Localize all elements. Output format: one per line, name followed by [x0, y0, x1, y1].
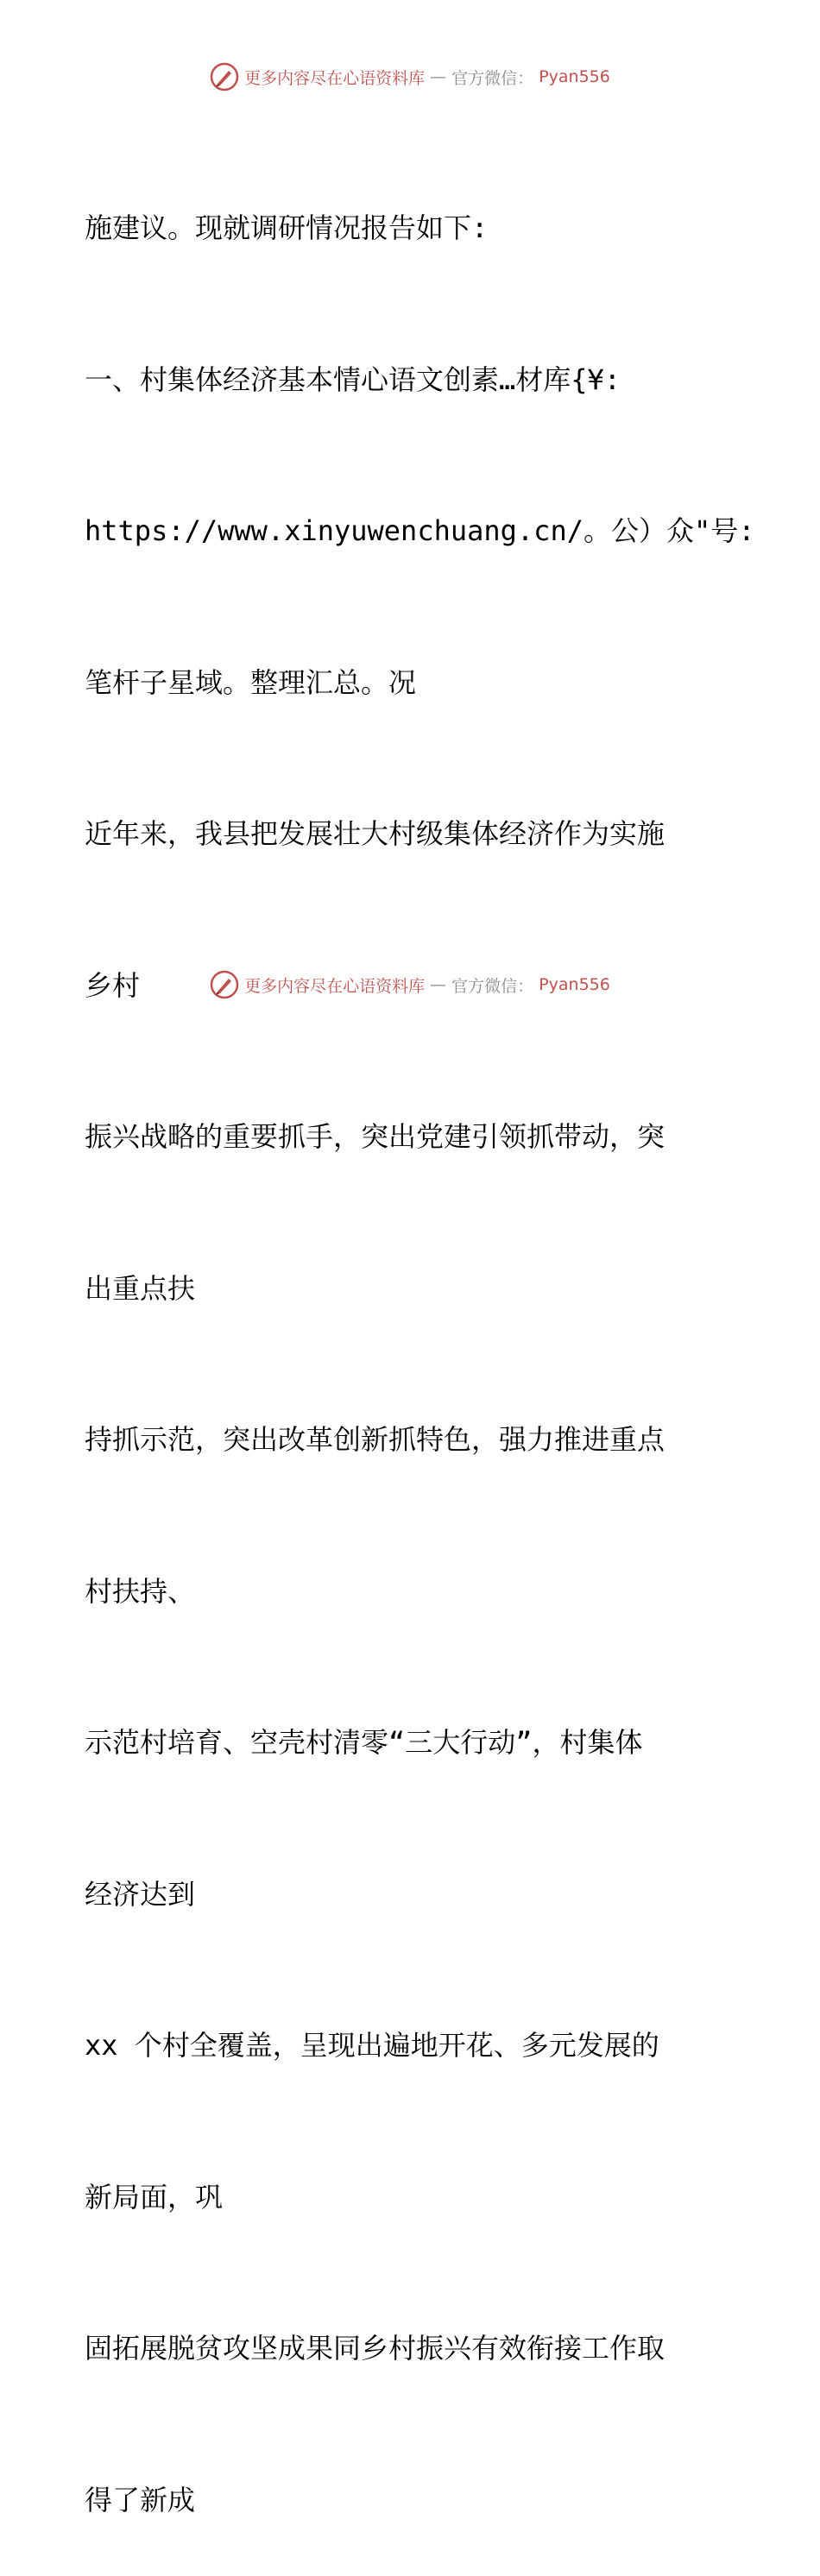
watermark-separator: —	[430, 975, 447, 994]
text-line: 出重点扶	[85, 1271, 196, 1305]
watermark-text: 更多内容尽在心语资料库	[244, 68, 426, 88]
text-line: 得了新成	[85, 2483, 196, 2516]
text-line: xx 个村全覆盖，呈现出遍地开花、多元发展的	[85, 2029, 659, 2062]
text-line: 新局面，巩	[85, 2180, 224, 2214]
text-line: 村扶持、	[85, 1574, 196, 1608]
watermark-header	[0, 62, 820, 91]
watermark-wechat-id: Pyan556	[539, 67, 610, 86]
watermark-label: 官方微信：	[451, 68, 534, 88]
text-line: 持抓示范，突出改革创新抓特色，强力推进重点	[85, 1423, 665, 1456]
text-line: 近年来，我县把发展壮大村级集体经济作为实施	[85, 817, 665, 850]
text-line: 乡村	[85, 968, 141, 1002]
watermark-label: 官方微信：	[451, 976, 534, 996]
pen-logo-icon	[210, 62, 239, 91]
text-line: 固拓展脱贫攻坚成果同乡村振兴有效衔接工作取	[85, 2332, 665, 2365]
text-line: 一、村集体经济基本情心语文创素…材库{¥:	[85, 362, 621, 396]
watermark-text: 更多内容尽在心语资料库	[244, 976, 426, 996]
pen-logo-icon	[210, 970, 239, 999]
watermark-separator: —	[430, 67, 447, 86]
watermark-footer	[0, 970, 820, 999]
text-line: 经济达到	[85, 1877, 196, 1911]
text-line: 示范村培育、空壳村清零“三大行动”，村集体	[85, 1726, 643, 1759]
text-line: https://www.xinyuwenchuang.cn/。公）众"号:	[85, 514, 755, 547]
text-line: 笔杆子星域。整理汇总。况	[85, 665, 417, 699]
text-line: 振兴战略的重要抓手，突出党建引领抓带动，突	[85, 1120, 665, 1153]
watermark-wechat-id: Pyan556	[539, 975, 610, 994]
text-line: 施建议。现就调研情况报告如下:	[85, 211, 489, 244]
document-body	[85, 102, 755, 2576]
